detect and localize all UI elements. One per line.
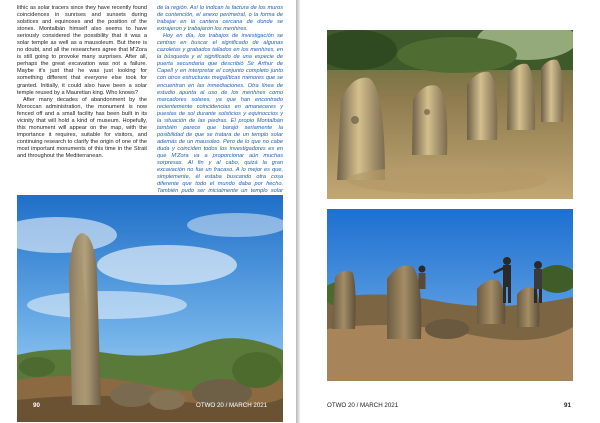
left-page bbox=[0, 0, 296, 423]
spanish-paragraph: de la región. Así lo indican la factura de los muros de contención, el anexo perimetral, o la forma de trabajar en la cantera cercana de donde se extrajeron y trabajaron los menhires. bbox=[157, 5, 283, 33]
english-paragraph: lithic as solar tracers since they have recently found coincidences in sunrises and sunsets during solstices and equinoxes and the position of the stones. Montalbán himself also seems to have seriously considered the possibility that it was a solar temple as well as a mausoleum. But there is no doubt, and all the researchers agree that M'Zora is still going to provoke many surprises. After all, perhaps the great excavation was not a failure. Maybe it's just that he was just looking for something different that everyone else took for granted. Initially, it could also have been a solar temple reused by a Mauretian king. Who knows? bbox=[17, 5, 147, 96]
researchers-photo bbox=[327, 209, 573, 381]
spanish-paragraph: Hoy en día, los trabajos de investigación se centran en buscar el significado de algunas cazoletas y grabados tallados en los menhires, en la búsqueda y el significado de una especie de puerta secundaria que describió Sir Arthur de Capell y en interpretar el conjunto completo junto con otros estructuras megalíticas menores que se encuentran en las inmediaciones. Otra línea de estudio apunta al uso de los menhires como marcadores solares, ya que han encontrado recientemente coincidencias en amaneceres y puestas de sol durante solsticios y equinoccios y la situación de las piedras. El propio Montalbán también parece que barajó seriamente la posibilidad de que se tratara de un templo solar además de un mausoleo. Pero de lo que no cabe duda y coinciden todos los investigadores es en que M'Zora va a proporcionar aún muchas sorpresas. Al fin y al cabo, quizá la gran excavación no fue un fracaso. A lo mejor es que, simplemente, él estaba buscando otra cosa diferente que todo el mundo daba por hecho. También pudo ser inicialmente un templo solar bbox=[157, 33, 283, 195]
english-column bbox=[17, 5, 147, 160]
menhir-sky-photo bbox=[17, 195, 283, 422]
english-paragraph: After many decades of abandonment by the Moroccan administration, the monument is now fenced off and a small facility has been built in its vicinity that will hold a kind of museum. Hopefully, this monument will appear on the map, with the importance it requires, suitable for visitors, and continuing research to clarify the origin of one of the most important monuments of this time in the Strait and throughout the Mediterranean. bbox=[17, 96, 147, 159]
stone-circle-photo bbox=[327, 30, 573, 199]
footer-issue: OTWO 20 / MARCH 2021 bbox=[196, 402, 268, 409]
footer-issue: OTWO 20 / MARCH 2021 bbox=[327, 402, 399, 409]
page-number: 91 bbox=[564, 402, 571, 409]
page-number: 90 bbox=[33, 402, 40, 409]
